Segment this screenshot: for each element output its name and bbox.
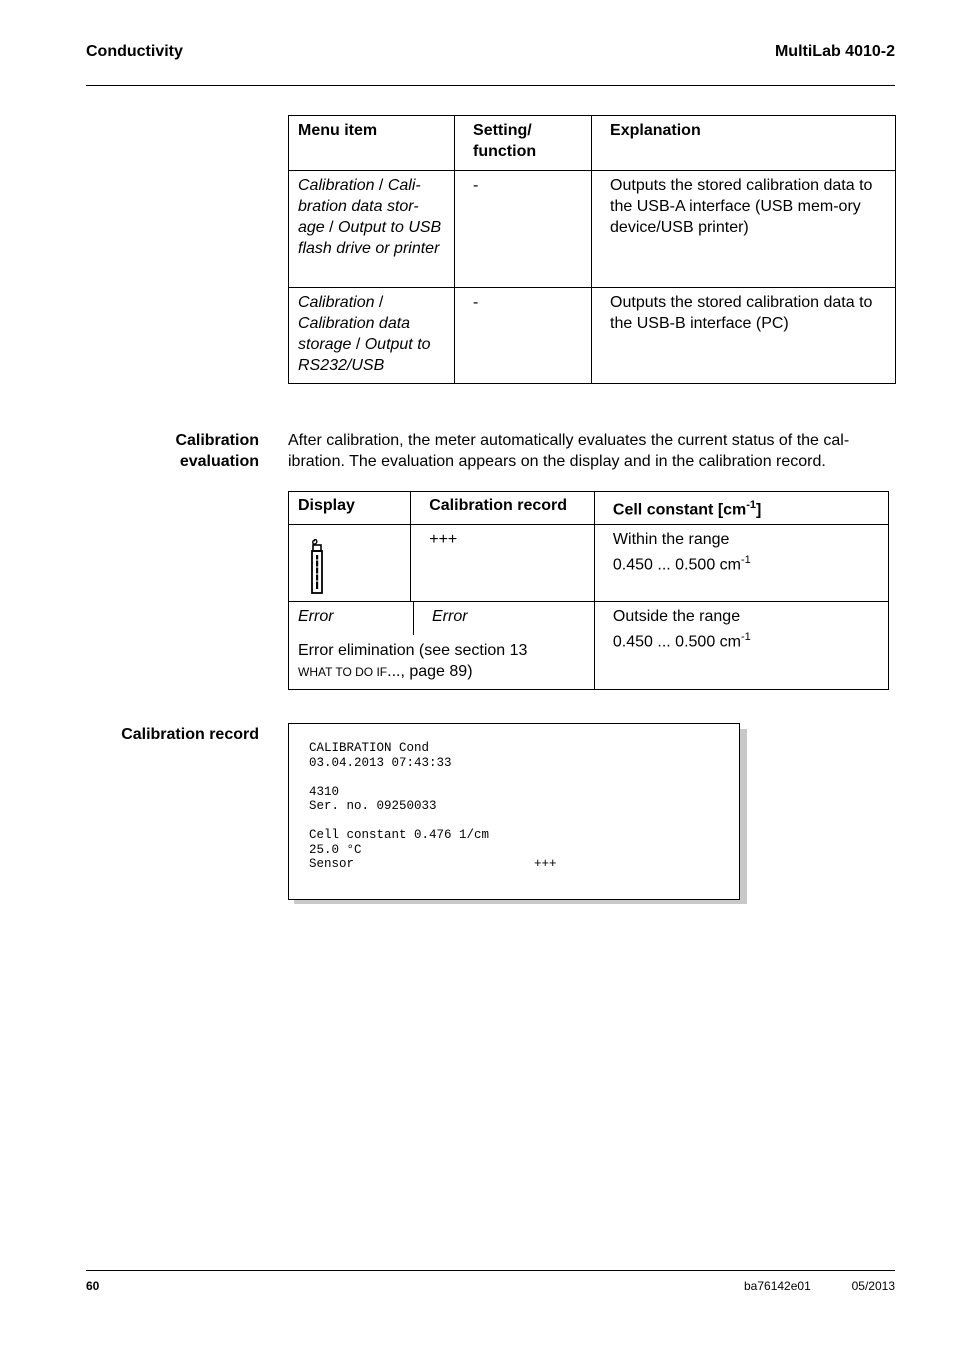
table-row [289, 525, 889, 602]
page-number: 60 [86, 1279, 100, 1293]
menu-table [288, 115, 896, 384]
table-row [289, 602, 889, 690]
eval-error-record: Error [432, 608, 468, 625]
setting-value: - [455, 171, 592, 288]
calibration-record-label: Calibration record [121, 726, 259, 743]
footer-rule [86, 1270, 895, 1271]
header-rule [86, 85, 895, 86]
document-date: 05/2013 [851, 1279, 895, 1293]
calibration-record-box [288, 723, 740, 900]
eval-error-cell [289, 602, 595, 690]
explanation-text: Outputs the stored calibration data to the USB-A interface (USB mem-ory device/USB printer) [592, 171, 896, 288]
sensor-gauge-icon [306, 537, 326, 595]
header-product-name: MultiLab 4010-2 [774, 43, 895, 60]
header-section-title: Conductivity [86, 43, 183, 60]
menu-path: Calibration / Calibration data storage / Output to RS232/USB [289, 288, 455, 384]
table-row [289, 171, 896, 288]
menu-table-header-setting: Setting/ function [455, 116, 592, 171]
table-row [289, 288, 896, 384]
menu-table-header-menu-item: Menu item [289, 116, 455, 171]
calibration-evaluation-label: Calibration evaluation [175, 432, 259, 470]
evaluation-table [288, 491, 889, 690]
eval-header-record: Calibration record [411, 492, 595, 525]
eval-header-cell-constant: Cell constant $[cm^{-1}]$ [594, 492, 888, 525]
eval-record-value: +++ [411, 525, 595, 602]
evaluation-paragraph: After calibration, the meter automatically evaluates the current status of the cal-ibration. The evaluation appears on the display and in the calibration record. [288, 432, 850, 470]
calibration-record-text: CALIBRATION Cond 03.04.2013 07:43:33 4310 Ser. no. 09250033 Cell constant 0.476 1/cm 25.0 °C Sensor +++ [309, 741, 557, 871]
eval-header-display: Display [289, 492, 411, 525]
menu-table-header-explanation: Explanation [592, 116, 896, 171]
eval-range-cell: Outside the range 0.450 ... 0.500 $cm^{-1}$ [594, 602, 888, 690]
document-id: ba76142e01 [744, 1279, 811, 1293]
menu-path: Calibration / Cali-bration data stor-age / Output to USB flash drive or printer [289, 171, 455, 288]
eval-display-cell [289, 525, 411, 602]
eval-error-display: Error [298, 608, 334, 625]
error-elimination-text: Error elimination (see section 13 WHAT TO DO IF..., page 89) [298, 642, 528, 680]
setting-value: - [455, 288, 592, 384]
eval-range-cell: Within the range 0.450 ... 0.500 $cm^{-1}$ [594, 525, 888, 602]
explanation-text: Outputs the stored calibration data to the USB-B interface (PC) [592, 288, 896, 384]
